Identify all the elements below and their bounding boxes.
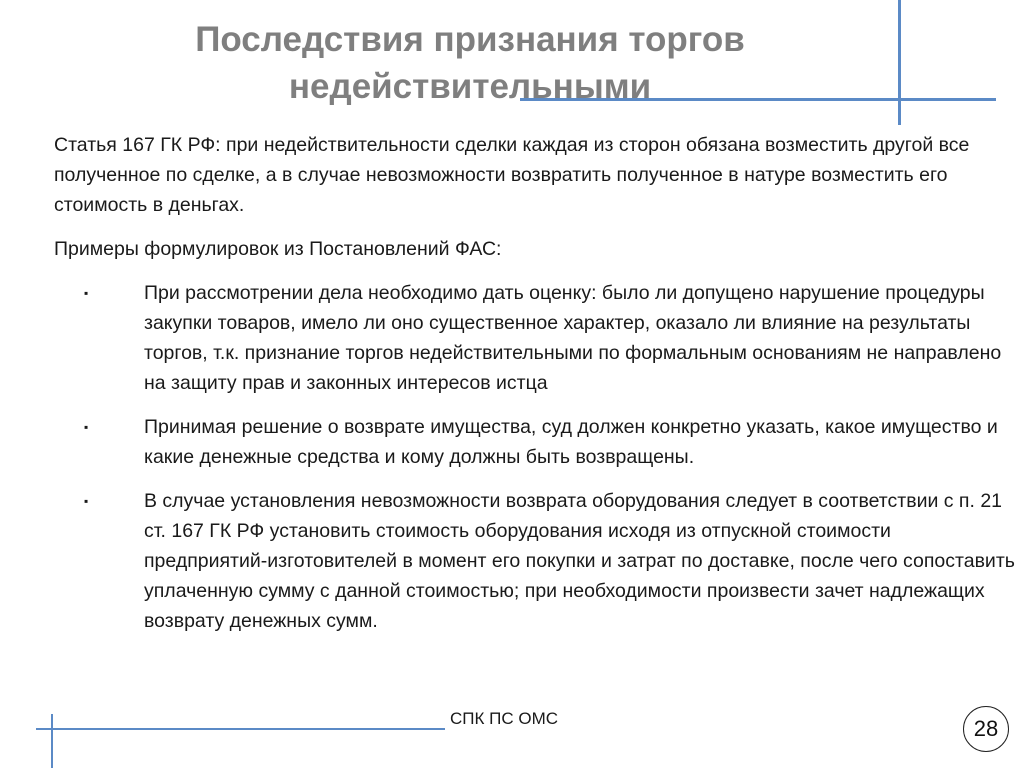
bottom-vertical-accent-line <box>51 714 53 768</box>
intro-paragraph: Статья 167 ГК РФ: при недействительности сделки каждая из сторон обязана возместить другой все полученное по сделке, а в случае невозможности возвратить полученное в натуре возместить его стоимость в деньгах. <box>54 134 970 216</box>
slide-title: Последствия признания торгов недействительными <box>195 20 745 106</box>
bottom-horizontal-accent-line <box>36 728 445 730</box>
top-vertical-accent-line <box>898 0 901 125</box>
square-bullet-icon: ▪ <box>84 494 89 508</box>
list-item-text: В случае установления невозможности возврата оборудования следует в соответствии с п. 21 ст. 167 ГК РФ установить стоимость оборудования исходя из отпускной стоимости предприятий-изготовителей в момент его покупки и затрат по доставке, после чего сопоставить уплаченную сумму с данной стоимостью; при необходимости произвести зачет надлежащих возврату денежных сумм. <box>144 490 1015 632</box>
page-number-badge: 28 <box>963 706 1009 752</box>
square-bullet-icon: ▪ <box>84 286 89 300</box>
list-item <box>54 412 1016 472</box>
slide-content <box>54 130 1016 650</box>
examples-heading: Примеры формулировок из Постановлений ФАС: <box>54 238 502 260</box>
list-item <box>54 278 1016 398</box>
examples-list <box>54 278 1016 636</box>
list-item-text: При рассмотрении дела необходимо дать оценку: было ли допущено нарушение процедуры закупки товаров, имело ли оно существенное характер, оказало ли влияние на результаты торгов, т.к. признание торгов недействительными по формальным основаниям не направлено на защиту прав и законных интересов истца <box>144 282 1002 394</box>
square-bullet-icon: ▪ <box>84 420 89 434</box>
footer-text: СПК ПС ОМС <box>450 709 559 728</box>
list-item-text: Принимая решение о возврате имущества, суд должен конкретно указать, какое имущество и какие денежные средства и кому должны быть возвращены. <box>144 416 998 468</box>
list-item <box>54 486 1016 636</box>
